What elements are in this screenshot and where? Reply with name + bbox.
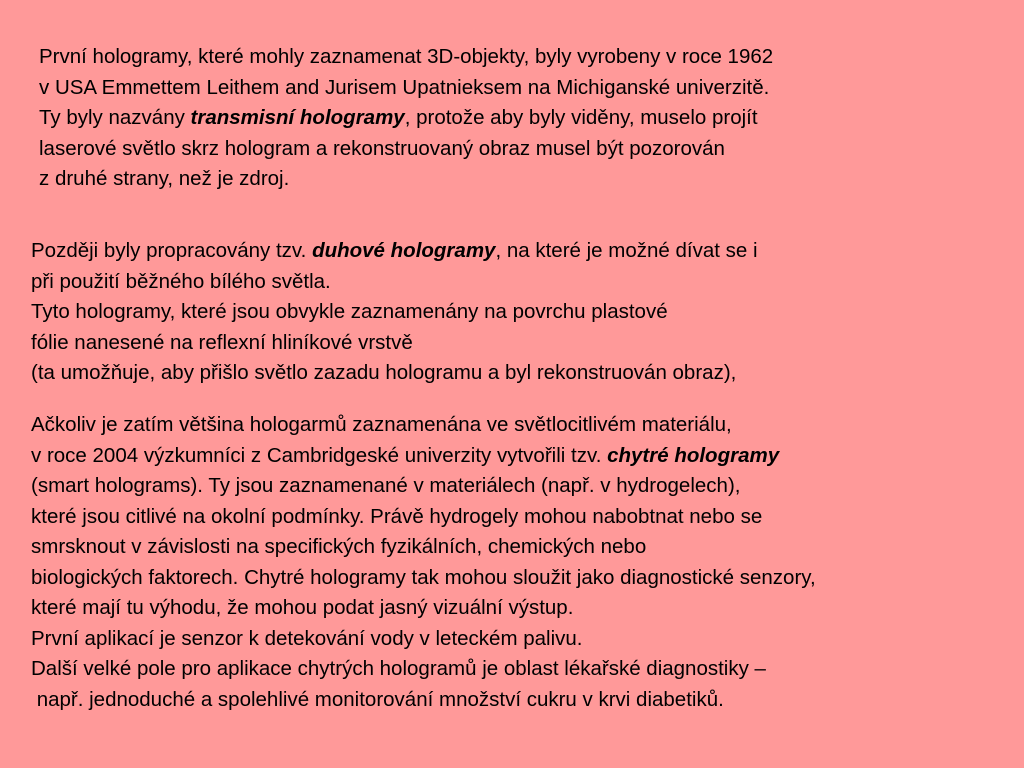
- text-line: např. jednoduché a spolehlivé monitorování množství cukru v krvi diabetiků.: [31, 687, 724, 711]
- text-line: Ačkoliv je zatím většina hologarmů zaznamenána ve světlocitlivém materiálu,: [31, 413, 732, 436]
- text-line: které jsou citlivé na okolní podmínky. Právě hydrogely mohou nabobtnat nebo se: [31, 504, 763, 528]
- text-run: , protože aby byly viděny, muselo projít: [404, 106, 758, 129]
- paragraph-smart-holograms: [31, 410, 816, 715]
- text-line: Tyto hologramy, které jsou obvykle zaznamenány na povrchu plastové: [31, 300, 668, 323]
- text-line: smrsknout v závislosti na specifických fyzikálních, chemických nebo: [31, 535, 647, 558]
- emphasis-transmission-holograms: transmisní hologramy: [190, 106, 405, 129]
- text-line: (smart holograms). Ty jsou zaznamenané v materiálech (např. v hydrogelech),: [31, 474, 741, 497]
- text-line: v USA Emmettem Leithem and Jurisem Upatnieksem na Michiganské univerzitě.: [39, 75, 770, 99]
- text-run: v roce 2004 výzkumníci z Cambridgeské univerzity vytvořili tzv.: [31, 443, 608, 467]
- text-line: které mají tu výhodu, že mohou podat jasný vizuální výstup.: [31, 596, 574, 619]
- text-line: Další velké pole pro aplikace chytrých hologramů je oblast lékařské diagnostiky –: [31, 657, 766, 680]
- text-line: [39, 103, 773, 134]
- text-line: při použití běžného bílého světla.: [31, 269, 331, 293]
- paragraph-rainbow-holograms: [31, 236, 758, 389]
- text-line: laserové světlo skrz hologram a rekonstruovaný obraz musel být pozorován: [39, 136, 725, 160]
- text-run: , na které je možné dívat se i: [495, 239, 758, 262]
- text-line: První hologramy, které mohly zaznamenat 3D-objekty, byly vyrobeny v roce 1962: [39, 45, 774, 68]
- text-run: Později byly propracovány tzv.: [31, 239, 313, 262]
- emphasis-smart-holograms: chytré hologramy: [607, 443, 780, 467]
- text-line: [31, 236, 758, 267]
- paragraph-first-holograms: [39, 42, 773, 195]
- text-line: První aplikací je senzor k detekování vody v leteckém palivu.: [31, 626, 583, 650]
- text-line: [31, 441, 816, 472]
- text-line: fólie nanesené na reflexní hliníkové vrstvě: [31, 330, 413, 354]
- text-line: z druhé strany, než je zdroj.: [39, 167, 290, 190]
- text-run: Ty byly nazvány: [39, 106, 191, 129]
- text-line: (ta umožňuje, aby přišlo světlo zazadu hologramu a byl rekonstruován obraz),: [31, 361, 737, 384]
- emphasis-rainbow-holograms: duhové hologramy: [312, 239, 496, 262]
- text-line: biologických faktorech. Chytré hologramy tak mohou sloužit jako diagnostické senzory,: [31, 565, 816, 589]
